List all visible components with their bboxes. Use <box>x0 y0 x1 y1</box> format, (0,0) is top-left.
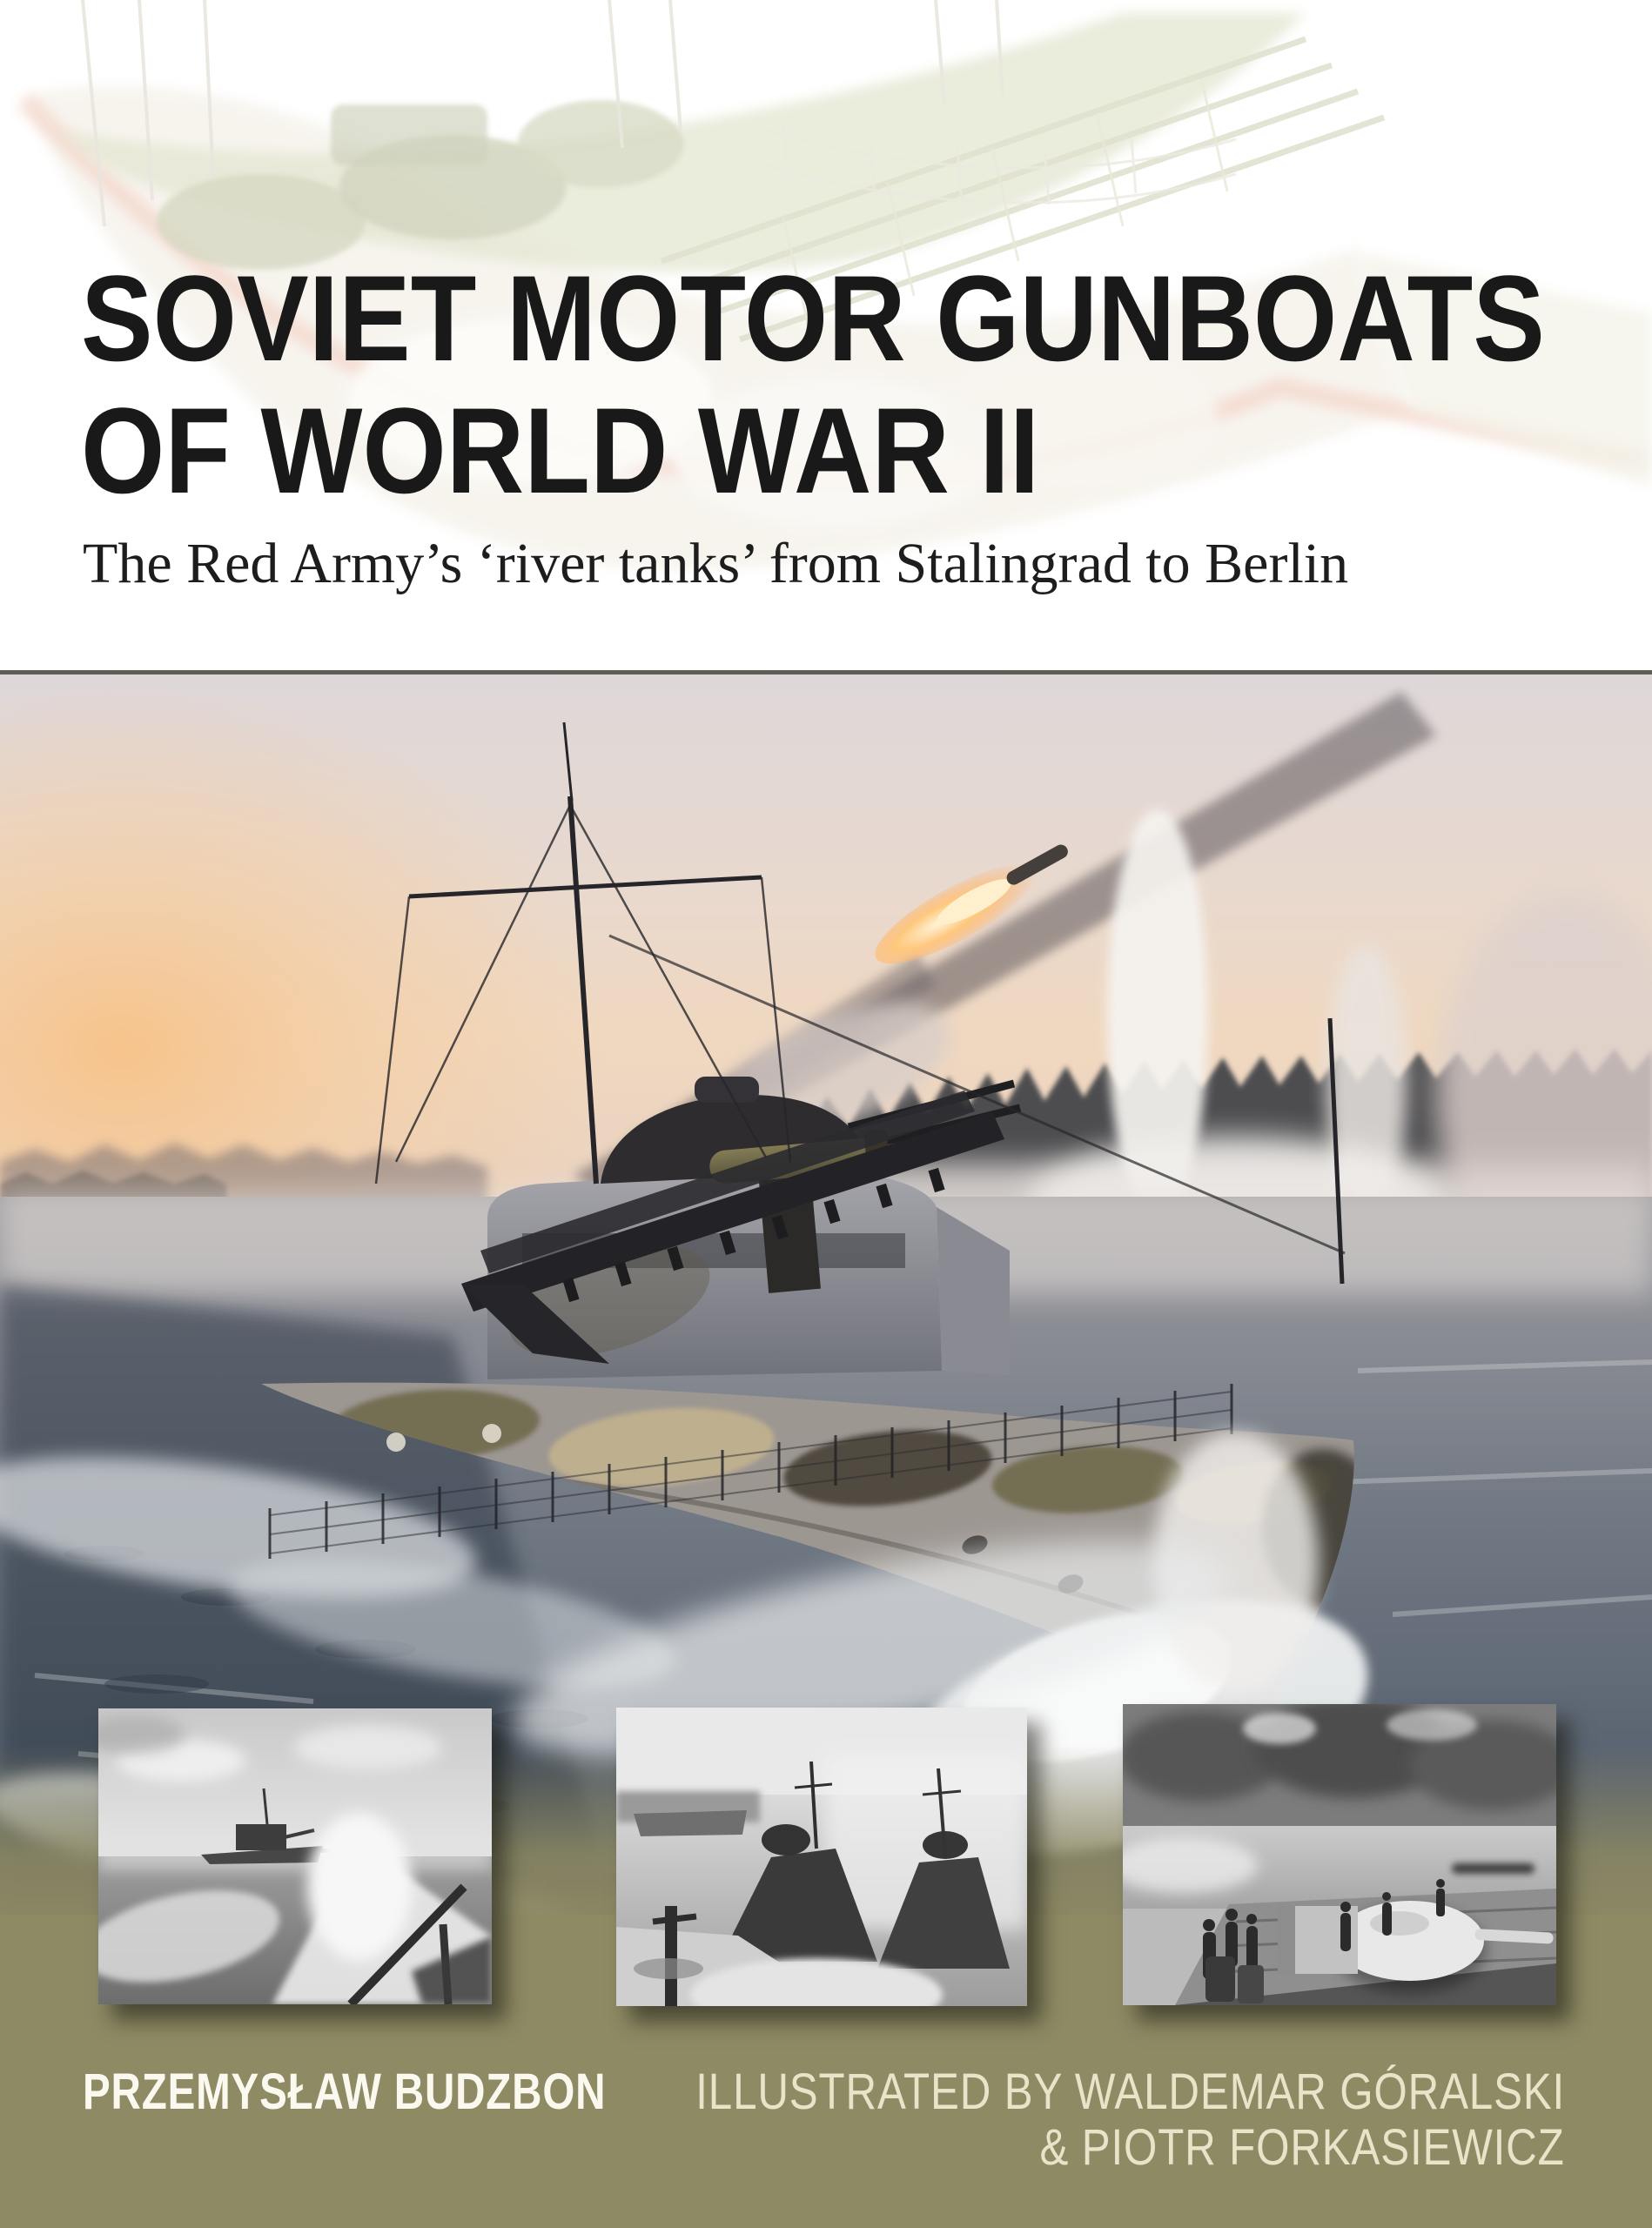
photo-tank-turret-pontoon <box>1123 1704 1556 2005</box>
illustrator-credit-line-2: & PIOTR FORKASIEWICZ <box>1039 2119 1565 2176</box>
turret-hatch <box>695 1077 759 1103</box>
title-line-1: SOVIET MOTOR GUNBOATS <box>81 250 1545 386</box>
photo-gunboat-underway <box>98 1708 492 2004</box>
photo-armoured-boats-at-bank <box>616 1708 1027 2006</box>
cover-header <box>0 0 1652 673</box>
illustrator-credit-line-1: ILLUSTRATED BY WALDEMAR GÓRALSKI <box>695 2064 1565 2120</box>
title-line-2: OF WORLD WAR II <box>81 382 1040 519</box>
subtitle: The Red Army’s ‘river tanks’ from Stalingrad to Berlin <box>83 532 1349 595</box>
author-name: PRZEMYSŁAW BUDZBON <box>83 2064 607 2120</box>
illustrator-credit <box>542 2064 1565 2176</box>
photo3-drum <box>1205 1956 1235 2002</box>
